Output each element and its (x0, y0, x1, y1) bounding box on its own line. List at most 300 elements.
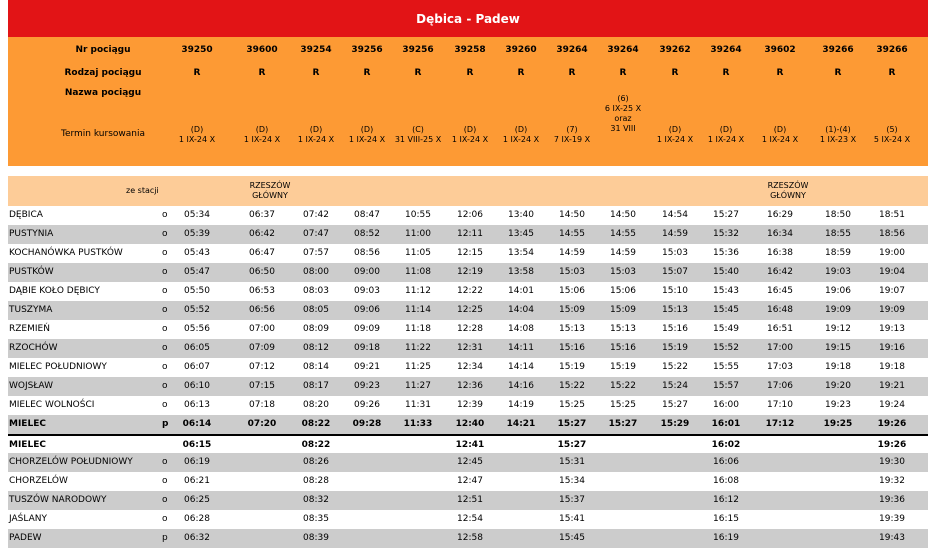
time-cell: 13:58 (508, 267, 534, 277)
time-cell: 15:36 (713, 248, 739, 258)
station-row (8, 225, 928, 244)
time-cell: 14:19 (508, 400, 534, 410)
time-cell: 14:54 (662, 210, 688, 220)
time-cell: 07:20 (247, 419, 277, 429)
time-cell: 15:22 (559, 381, 585, 391)
time-cell: 11:00 (405, 229, 431, 239)
time-cell: 13:45 (508, 229, 534, 239)
arrival-departure-mark: p (162, 533, 168, 543)
train-schedule (169, 125, 225, 145)
time-cell: 14:50 (559, 210, 585, 220)
station-name: TUSZYMA (9, 305, 53, 315)
time-cell: 06:10 (184, 381, 210, 391)
time-cell: 15:45 (559, 533, 585, 543)
train-schedule (234, 125, 290, 145)
time-cell: 15:03 (559, 267, 585, 277)
time-cell: 18:59 (825, 248, 851, 258)
train-type: R (888, 68, 896, 78)
time-cell: 05:34 (184, 210, 210, 220)
time-cell: 11:22 (405, 343, 431, 353)
station-name: CHORZELÓW POŁUDNIOWY (9, 457, 133, 467)
time-cell: 19:26 (877, 419, 907, 429)
time-cell: 15:41 (559, 514, 585, 524)
time-cell: 15:25 (559, 400, 585, 410)
time-cell: 08:03 (303, 286, 329, 296)
station-name: PUSTYNIA (9, 229, 54, 239)
time-cell: 12:36 (457, 381, 483, 391)
time-cell: 15:45 (713, 305, 739, 315)
time-cell: 08:22 (301, 419, 331, 429)
schedule-line: (D) (255, 125, 269, 134)
time-cell: 16:45 (767, 286, 793, 296)
time-cell: 15:16 (662, 324, 688, 334)
time-cell: 06:07 (184, 362, 210, 372)
time-cell: 16:00 (713, 400, 739, 410)
time-cell: 17:03 (767, 362, 793, 372)
time-cell: 18:51 (879, 210, 905, 220)
time-cell: 15:10 (662, 286, 688, 296)
time-cell: 14:59 (559, 248, 585, 258)
train-schedule (339, 125, 395, 145)
station-name: MIELEC (9, 440, 46, 450)
time-cell: 11:33 (403, 419, 433, 429)
schedule-line: 31 VIII (610, 124, 636, 133)
time-cell: 07:15 (249, 381, 275, 391)
time-cell: 07:47 (303, 229, 329, 239)
time-cell: 16:06 (713, 457, 739, 467)
station-row (8, 301, 928, 320)
rzeszow-line-1: RZESZÓW (767, 181, 809, 190)
arrival-departure-mark: o (162, 305, 168, 315)
time-cell: 19:13 (879, 324, 905, 334)
time-cell: 14:08 (508, 324, 534, 334)
train-type: R (312, 68, 320, 78)
arrival-departure-mark: o (162, 343, 168, 353)
time-cell: 15:52 (713, 343, 739, 353)
time-cell: 15:13 (662, 305, 688, 315)
time-cell: 15:09 (559, 305, 585, 315)
train-number: 39250 (181, 45, 213, 55)
arrival-departure-mark: p (162, 419, 169, 429)
time-cell: 12:11 (457, 229, 483, 239)
time-cell: 15:29 (660, 419, 690, 429)
arrival-departure-mark: o (162, 495, 168, 505)
schedule-line: (D) (514, 125, 528, 134)
time-cell: 15:13 (610, 324, 636, 334)
rzeszow-line-2: GŁÓWNY (770, 191, 806, 200)
station-row (8, 377, 928, 396)
time-cell: 19:21 (879, 381, 905, 391)
train-type: R (671, 68, 679, 78)
time-cell: 11:12 (405, 286, 431, 296)
station-row (8, 491, 928, 510)
time-cell: 06:56 (249, 305, 275, 315)
train-type: R (776, 68, 784, 78)
arrival-departure-mark: o (162, 248, 168, 258)
time-cell: 15:03 (610, 267, 636, 277)
train-type: R (414, 68, 422, 78)
time-cell: 08:20 (303, 400, 329, 410)
time-cell: 08:47 (354, 210, 380, 220)
time-cell: 15:25 (610, 400, 636, 410)
station-row (8, 396, 928, 415)
time-cell: 15:22 (610, 381, 636, 391)
time-cell: 08:05 (303, 305, 329, 315)
station-name: KOCHANÓWKA PUSTKÓW (9, 248, 123, 258)
time-cell: 05:47 (184, 267, 210, 277)
time-cell: 16:02 (711, 440, 741, 450)
schedule-line: (7) (566, 125, 578, 134)
time-cell: 19:03 (825, 267, 851, 277)
schedule-line: (D) (360, 125, 374, 134)
time-cell: 16:48 (767, 305, 793, 315)
station-name: JAŚLANY (9, 514, 47, 524)
time-cell: 19:24 (879, 400, 905, 410)
station-name: PUSTKÓW (9, 267, 54, 277)
schedule-line: (D) (463, 125, 477, 134)
arrival-departure-mark: o (162, 381, 168, 391)
schedule-line: 1 IX-24 X (297, 135, 335, 144)
time-cell: 19:09 (879, 305, 905, 315)
time-cell: 07:42 (303, 210, 329, 220)
time-cell: 15:27 (608, 419, 638, 429)
time-cell: 19:04 (879, 267, 905, 277)
train-number: 39262 (659, 45, 691, 55)
schedule-line: (D) (719, 125, 733, 134)
train-number: 39264 (607, 45, 639, 55)
time-cell: 11:18 (405, 324, 431, 334)
schedule-line: 1 IX-24 X (451, 135, 489, 144)
time-cell: 11:05 (405, 248, 431, 258)
time-cell: 12:06 (457, 210, 483, 220)
train-schedule (647, 125, 703, 145)
time-cell: 08:35 (303, 514, 329, 524)
time-cell: 19:16 (879, 343, 905, 353)
time-cell: 14:21 (506, 419, 536, 429)
station-name: DĘBICA (9, 210, 43, 220)
from-station-row (8, 176, 928, 206)
time-cell: 09:03 (354, 286, 380, 296)
time-cell: 18:56 (879, 229, 905, 239)
time-cell: 17:00 (767, 343, 793, 353)
station-row (8, 339, 928, 358)
train-type: R (193, 68, 201, 78)
time-cell: 08:14 (303, 362, 329, 372)
time-cell: 11:27 (405, 381, 431, 391)
arrival-departure-mark: o (162, 267, 168, 277)
station-row (8, 263, 928, 282)
time-cell: 07:00 (249, 324, 275, 334)
time-cell: 06:14 (182, 419, 212, 429)
train-number-label: Nr pociągu (75, 45, 131, 55)
time-cell: 17:06 (767, 381, 793, 391)
train-schedule (288, 125, 344, 145)
time-cell: 19:00 (879, 248, 905, 258)
arrival-departure-mark: o (162, 229, 168, 239)
time-cell: 12:39 (457, 400, 483, 410)
time-cell: 12:34 (457, 362, 483, 372)
time-cell: 05:56 (184, 324, 210, 334)
time-cell: 15:19 (559, 362, 585, 372)
schedule-line: 1 IX-24 X (707, 135, 745, 144)
time-cell: 19:09 (825, 305, 851, 315)
time-cell: 08:39 (303, 533, 329, 543)
arrival-departure-mark: o (162, 324, 168, 334)
time-cell: 07:18 (249, 400, 275, 410)
time-cell: 09:09 (354, 324, 380, 334)
arrival-departure-mark: o (162, 286, 168, 296)
schedule-line: (5) (886, 125, 898, 134)
time-cell: 14:59 (662, 229, 688, 239)
time-cell: 16:29 (767, 210, 793, 220)
time-cell: 15:31 (559, 457, 585, 467)
train-schedule (595, 94, 651, 134)
schedule-line: (D) (668, 125, 682, 134)
schedule-line: 1 IX-24 X (348, 135, 386, 144)
arrival-departure-mark: o (162, 210, 168, 220)
time-cell: 06:53 (249, 286, 275, 296)
time-cell: 12:22 (457, 286, 483, 296)
station-name: MIELEC (9, 419, 46, 429)
time-cell: 15:19 (610, 362, 636, 372)
schedule-line: 1 IX-24 X (178, 135, 216, 144)
schedule-line: 31 VIII-25 X (394, 135, 442, 144)
time-cell: 10:55 (405, 210, 431, 220)
time-cell: 09:00 (354, 267, 380, 277)
train-type-label: Rodzaj pociągu (64, 68, 142, 78)
train-number: 39266 (822, 45, 854, 55)
rzeszow-line-2: GŁÓWNY (252, 191, 288, 200)
time-cell: 15:34 (559, 476, 585, 486)
schedule-line: 1 IX-24 X (761, 135, 799, 144)
train-number: 39256 (351, 45, 383, 55)
station-row (8, 282, 928, 301)
schedule-line: (D) (309, 125, 323, 134)
rzeszow-origin-2 (758, 181, 818, 201)
time-cell: 13:40 (508, 210, 534, 220)
train-type: R (363, 68, 371, 78)
time-cell: 19:43 (879, 533, 905, 543)
time-cell: 09:26 (354, 400, 380, 410)
schedule-label: Termin kursowania (60, 129, 145, 139)
time-cell: 19:18 (825, 362, 851, 372)
time-cell: 14:59 (610, 248, 636, 258)
time-cell: 07:09 (249, 343, 275, 353)
schedule-line: (1)-(4) (825, 125, 851, 134)
time-cell: 15:19 (662, 343, 688, 353)
time-cell: 11:14 (405, 305, 431, 315)
time-cell: 15:06 (559, 286, 585, 296)
time-cell: 07:57 (303, 248, 329, 258)
time-cell: 08:52 (354, 229, 380, 239)
time-cell: 08:17 (303, 381, 329, 391)
time-cell: 15:37 (559, 495, 585, 505)
station-name: TUSZÓW NARODOWY (9, 495, 107, 505)
schedule-line: (C) (412, 125, 424, 134)
time-cell: 19:15 (825, 343, 851, 353)
time-cell: 12:54 (457, 514, 483, 524)
time-cell: 15:55 (713, 362, 739, 372)
time-cell: 07:12 (249, 362, 275, 372)
schedule-line: (D) (190, 125, 204, 134)
train-number: 39254 (300, 45, 332, 55)
train-schedule (442, 125, 498, 145)
time-cell: 08:12 (303, 343, 329, 353)
time-cell: 17:12 (765, 419, 795, 429)
time-cell: 14:16 (508, 381, 534, 391)
time-cell: 15:27 (713, 210, 739, 220)
time-cell: 12:28 (457, 324, 483, 334)
train-number: 39260 (505, 45, 537, 55)
time-cell: 15:32 (713, 229, 739, 239)
schedule-line: 1 IX-24 X (502, 135, 540, 144)
time-cell: 15:49 (713, 324, 739, 334)
station-row (8, 206, 928, 225)
station-name: RZEMIEŃ (9, 324, 50, 334)
arrival-departure-mark: o (162, 457, 168, 467)
train-schedule (544, 125, 600, 145)
time-cell: 19:36 (879, 495, 905, 505)
arrival-departure-mark: o (162, 362, 168, 372)
schedule-line: (6) (617, 94, 629, 103)
station-row (8, 453, 928, 472)
time-cell: 05:50 (184, 286, 210, 296)
time-cell: 08:26 (303, 457, 329, 467)
time-cell: 15:13 (559, 324, 585, 334)
station-row (8, 415, 928, 434)
train-schedule (752, 125, 808, 145)
time-cell: 12:15 (457, 248, 483, 258)
train-type: R (517, 68, 525, 78)
time-cell: 16:15 (713, 514, 739, 524)
time-cell: 14:14 (508, 362, 534, 372)
train-number: 39258 (454, 45, 486, 55)
time-cell: 06:50 (249, 267, 275, 277)
train-schedule (493, 125, 549, 145)
train-schedule (698, 125, 754, 145)
schedule-line: 5 IX-24 X (873, 135, 911, 144)
time-cell: 19:32 (879, 476, 905, 486)
time-cell: 05:39 (184, 229, 210, 239)
time-cell: 08:09 (303, 324, 329, 334)
station-name: RZOCHÓW (9, 343, 58, 353)
time-cell: 15:03 (662, 248, 688, 258)
time-cell: 12:31 (457, 343, 483, 353)
time-cell: 19:12 (825, 324, 851, 334)
train-schedule (390, 125, 446, 145)
time-cell: 14:11 (508, 343, 534, 353)
time-cell: 09:06 (354, 305, 380, 315)
rzeszow-origin-1 (240, 181, 300, 201)
time-cell: 11:25 (405, 362, 431, 372)
time-cell: 12:41 (455, 440, 485, 450)
station-row (8, 358, 928, 377)
time-cell: 12:45 (457, 457, 483, 467)
train-number: 39264 (710, 45, 742, 55)
time-cell: 14:55 (559, 229, 585, 239)
train-type: R (834, 68, 842, 78)
time-cell: 15:22 (662, 362, 688, 372)
time-cell: 12:51 (457, 495, 483, 505)
time-cell: 14:50 (610, 210, 636, 220)
time-cell: 16:12 (713, 495, 739, 505)
station-name: MIELEC POŁUDNIOWY (9, 362, 107, 372)
time-cell: 06:21 (184, 476, 210, 486)
time-cell: 16:38 (767, 248, 793, 258)
time-cell: 13:54 (508, 248, 534, 258)
train-type: R (568, 68, 576, 78)
schedule-line: 1 IX-23 X (819, 135, 857, 144)
time-cell: 15:57 (713, 381, 739, 391)
train-schedule (864, 125, 920, 145)
station-row (8, 244, 928, 263)
time-cell: 06:19 (184, 457, 210, 467)
time-cell: 08:56 (354, 248, 380, 258)
time-cell: 08:22 (301, 440, 331, 450)
time-cell: 14:55 (610, 229, 636, 239)
schedule-line: 6 IX-25 X (604, 104, 642, 113)
train-type: R (258, 68, 266, 78)
schedule-line: 7 IX-19 X (553, 135, 591, 144)
time-cell: 15:24 (662, 381, 688, 391)
time-cell: 16:08 (713, 476, 739, 486)
time-cell: 16:19 (713, 533, 739, 543)
time-cell: 06:28 (184, 514, 210, 524)
time-cell: 09:18 (354, 343, 380, 353)
station-row (8, 320, 928, 339)
time-cell: 09:28 (352, 419, 382, 429)
station-name: WOJSŁAW (9, 381, 53, 391)
schedule-line: (D) (773, 125, 787, 134)
time-cell: 18:50 (825, 210, 851, 220)
train-schedule (810, 125, 866, 145)
time-cell: 06:15 (182, 440, 212, 450)
time-cell: 12:58 (457, 533, 483, 543)
time-cell: 19:25 (823, 419, 853, 429)
time-cell: 16:51 (767, 324, 793, 334)
station-name: MIELEC WOLNOŚCI (9, 400, 95, 410)
schedule-line: 1 IX-24 X (656, 135, 694, 144)
time-cell: 15:27 (557, 419, 587, 429)
time-cell: 12:40 (455, 419, 485, 429)
station-row (8, 472, 928, 491)
station-name: CHORZELÓW (9, 476, 68, 486)
time-cell: 12:25 (457, 305, 483, 315)
time-cell: 19:30 (879, 457, 905, 467)
time-cell: 16:34 (767, 229, 793, 239)
time-cell: 16:01 (711, 419, 741, 429)
train-number: 39264 (556, 45, 588, 55)
time-cell: 06:47 (249, 248, 275, 258)
time-cell: 09:23 (354, 381, 380, 391)
train-type: R (619, 68, 627, 78)
train-number: 39600 (246, 45, 278, 55)
time-cell: 11:08 (405, 267, 431, 277)
time-cell: 06:13 (184, 400, 210, 410)
time-cell: 08:32 (303, 495, 329, 505)
time-cell: 19:26 (877, 440, 907, 450)
time-cell: 15:27 (557, 440, 587, 450)
time-cell: 11:31 (405, 400, 431, 410)
time-cell: 15:43 (713, 286, 739, 296)
time-cell: 15:16 (559, 343, 585, 353)
time-cell: 06:42 (249, 229, 275, 239)
time-cell: 15:27 (662, 400, 688, 410)
time-cell: 14:04 (508, 305, 534, 315)
station-rows (8, 206, 928, 548)
station-name: DĄBIE KOŁO DĘBICY (9, 286, 100, 296)
schedule-line: oraz (614, 114, 632, 123)
